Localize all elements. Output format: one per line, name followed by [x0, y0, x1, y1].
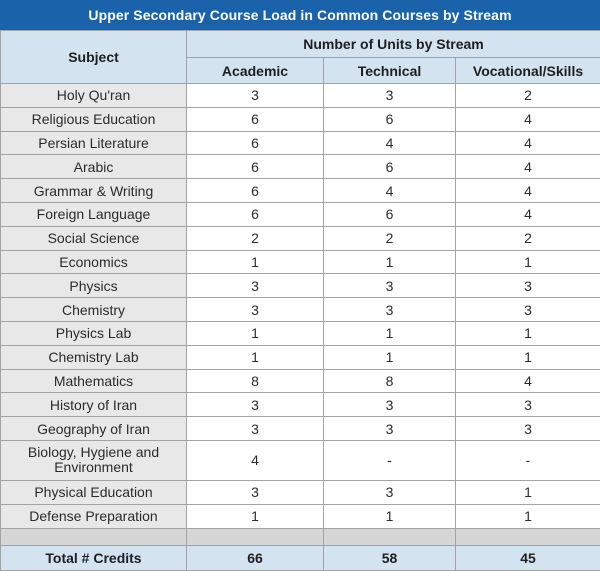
- vocational-cell: 2: [456, 84, 600, 108]
- vocational-header: Vocational/Skills: [456, 58, 600, 84]
- subject-cell: Physics: [1, 274, 187, 298]
- table-row: [1, 250, 600, 274]
- table-row: [1, 131, 600, 155]
- table-row: [1, 417, 600, 441]
- subject-cell: Religious Education: [1, 107, 187, 131]
- subject-cell: Arabic: [1, 155, 187, 179]
- table-row: [1, 393, 600, 417]
- total-row: [1, 545, 600, 570]
- vocational-cell: 3: [456, 298, 600, 322]
- subject-cell: Physics Lab: [1, 321, 187, 345]
- academic-cell: 6: [187, 179, 324, 203]
- academic-cell: 3: [187, 84, 324, 108]
- academic-cell: 2: [187, 226, 324, 250]
- subject-cell: Holy Qu'ran: [1, 84, 187, 108]
- technical-cell: 1: [324, 321, 456, 345]
- technical-cell: -: [324, 440, 456, 480]
- academic-cell: 6: [187, 202, 324, 226]
- academic-cell: 1: [187, 345, 324, 369]
- table-row: [1, 107, 600, 131]
- vocational-cell: 3: [456, 393, 600, 417]
- spacer-cell: [1, 528, 187, 545]
- subject-cell: Grammar & Writing: [1, 179, 187, 203]
- table-title: Upper Secondary Course Load in Common Courses by Stream: [0, 0, 600, 30]
- table-row: [1, 504, 600, 528]
- technical-cell: 1: [324, 504, 456, 528]
- subject-cell: Geography of Iran: [1, 417, 187, 441]
- vocational-cell: 1: [456, 250, 600, 274]
- academic-header: Academic: [187, 58, 324, 84]
- academic-cell: 3: [187, 393, 324, 417]
- vocational-cell: 1: [456, 345, 600, 369]
- vocational-cell: 1: [456, 480, 600, 504]
- technical-cell: 3: [324, 393, 456, 417]
- technical-cell: 6: [324, 107, 456, 131]
- technical-cell: 3: [324, 298, 456, 322]
- vocational-cell: 4: [456, 155, 600, 179]
- table-row: [1, 274, 600, 298]
- subject-cell: Chemistry Lab: [1, 345, 187, 369]
- academic-cell: 3: [187, 274, 324, 298]
- vocational-cell: 4: [456, 179, 600, 203]
- subject-cell: Social Science: [1, 226, 187, 250]
- technical-cell: 6: [324, 155, 456, 179]
- subject-cell: Physical Education: [1, 480, 187, 504]
- units-group-header: Number of Units by Stream: [187, 31, 600, 58]
- table-row: [1, 440, 600, 480]
- course-load-table: [0, 30, 600, 571]
- academic-cell: 4: [187, 440, 324, 480]
- table-row: [1, 226, 600, 250]
- technical-header: Technical: [324, 58, 456, 84]
- spacer-cell: [456, 528, 600, 545]
- table-row: [1, 179, 600, 203]
- technical-cell: 8: [324, 369, 456, 393]
- academic-cell: 1: [187, 250, 324, 274]
- vocational-cell: 3: [456, 274, 600, 298]
- subject-cell: Chemistry: [1, 298, 187, 322]
- total-technical: 58: [324, 545, 456, 570]
- technical-cell: 3: [324, 84, 456, 108]
- table-row: [1, 321, 600, 345]
- table-row: [1, 480, 600, 504]
- subject-cell: Economics: [1, 250, 187, 274]
- vocational-cell: 2: [456, 226, 600, 250]
- academic-cell: 1: [187, 504, 324, 528]
- table-row: [1, 369, 600, 393]
- academic-cell: 1: [187, 321, 324, 345]
- academic-cell: 6: [187, 131, 324, 155]
- academic-cell: 3: [187, 417, 324, 441]
- vocational-cell: 1: [456, 504, 600, 528]
- table-row: [1, 84, 600, 108]
- subject-cell: History of Iran: [1, 393, 187, 417]
- total-academic: 66: [187, 545, 324, 570]
- spacer-row: [1, 528, 600, 545]
- spacer-cell: [324, 528, 456, 545]
- subject-cell: Defense Preparation: [1, 504, 187, 528]
- technical-cell: 4: [324, 179, 456, 203]
- academic-cell: 3: [187, 480, 324, 504]
- vocational-cell: 4: [456, 202, 600, 226]
- vocational-cell: 4: [456, 369, 600, 393]
- technical-cell: 3: [324, 417, 456, 441]
- academic-cell: 6: [187, 155, 324, 179]
- academic-cell: 3: [187, 298, 324, 322]
- table-row: [1, 155, 600, 179]
- academic-cell: 8: [187, 369, 324, 393]
- technical-cell: 3: [324, 274, 456, 298]
- vocational-cell: 3: [456, 417, 600, 441]
- vocational-cell: 4: [456, 131, 600, 155]
- total-vocational: 45: [456, 545, 600, 570]
- technical-cell: 1: [324, 250, 456, 274]
- vocational-cell: -: [456, 440, 600, 480]
- vocational-cell: 1: [456, 321, 600, 345]
- subject-cell: Biology, Hygiene and Environment: [1, 440, 187, 480]
- technical-cell: 6: [324, 202, 456, 226]
- vocational-cell: 4: [456, 107, 600, 131]
- spacer-cell: [187, 528, 324, 545]
- technical-cell: 1: [324, 345, 456, 369]
- table-body: [1, 84, 600, 529]
- table-row: [1, 202, 600, 226]
- total-label: Total # Credits: [1, 545, 187, 570]
- academic-cell: 6: [187, 107, 324, 131]
- table-row: [1, 298, 600, 322]
- table-row: [1, 345, 600, 369]
- technical-cell: 2: [324, 226, 456, 250]
- subject-header: Subject: [1, 31, 187, 84]
- technical-cell: 4: [324, 131, 456, 155]
- subject-cell: Foreign Language: [1, 202, 187, 226]
- subject-cell: Mathematics: [1, 369, 187, 393]
- subject-cell: Persian Literature: [1, 131, 187, 155]
- technical-cell: 3: [324, 480, 456, 504]
